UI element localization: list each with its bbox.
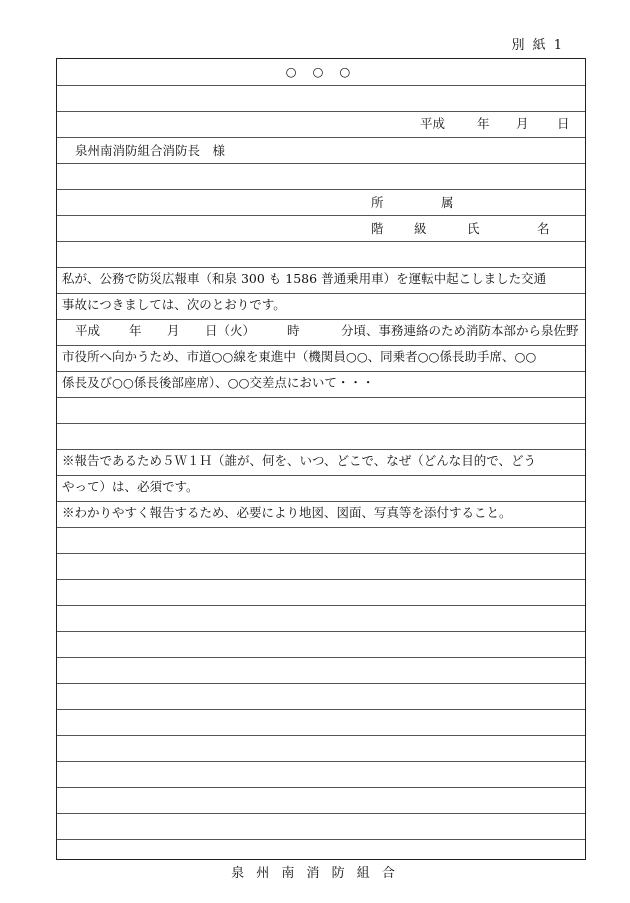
date-month: 月: [516, 116, 529, 131]
body-line-4: 市役所へ向かうため、市道○○線を東進中（機関員○○、同乗者○○係長助手席、○○: [62, 349, 537, 364]
ruled-line: [57, 683, 585, 684]
ruled-line: [57, 657, 585, 658]
rank-label-a: 階: [371, 221, 384, 236]
affiliation-label-b: 属: [441, 195, 454, 210]
ruled-line: [57, 813, 585, 814]
ruled-line: [57, 371, 585, 372]
body-line-3-hour: 時: [287, 323, 300, 338]
note-5w1h-line-1: ※報告であるため５Ｗ１Ｈ（誰が、何を、いつ、どこで、なぜ（どんな目的で、どう: [62, 453, 537, 468]
ruled-line: [57, 137, 585, 138]
body-line-3-year: 年: [129, 323, 142, 338]
date-day: 日: [557, 116, 570, 131]
ruled-line: [57, 839, 585, 840]
name-label-a: 氏: [467, 221, 480, 236]
ruled-line: [57, 761, 585, 762]
ruled-line: [57, 423, 585, 424]
note-5w1h-line-2: やって）は、必須です。: [62, 479, 199, 494]
ruled-line: [57, 267, 585, 268]
ruled-line: [57, 241, 585, 242]
ruled-line: [57, 553, 585, 554]
date-era: 平成: [420, 116, 446, 131]
organization-footer: 泉 州 南 消 防 組 合: [231, 866, 399, 881]
report-form: [56, 58, 586, 860]
ruled-line: [57, 735, 585, 736]
ruled-line: [57, 189, 585, 190]
annex-label: 別 紙 1: [511, 38, 564, 53]
body-line-3-month: 月: [167, 323, 180, 338]
body-line-2: 事故につきましては、次のとおりです。: [62, 297, 286, 312]
body-line-5: 係長及び○○係長後部座席）、○○交差点において・・・: [62, 375, 375, 390]
name-label-b: 名: [537, 221, 550, 236]
ruled-line: [57, 605, 585, 606]
ruled-line: [57, 501, 585, 502]
addressee: 泉州南消防組合消防長 様: [75, 143, 226, 158]
body-line-1: 私が、公務で防災広報車（和泉 300 も 1586 普通乗用車）を運転中起こしました交通: [62, 271, 547, 286]
ruled-line: [57, 85, 585, 86]
ruled-line: [57, 345, 585, 346]
body-line-3-era: 平成: [75, 323, 101, 338]
ruled-line: [57, 787, 585, 788]
ruled-line: [57, 709, 585, 710]
rank-label-b: 級: [414, 221, 427, 236]
ruled-line: [57, 215, 585, 216]
ruled-line: [57, 579, 585, 580]
form-title: ○ ○ ○: [285, 64, 357, 79]
ruled-line: [57, 319, 585, 320]
affiliation-label-a: 所: [371, 195, 384, 210]
ruled-line: [57, 527, 585, 528]
ruled-line: [57, 111, 585, 112]
ruled-line: [57, 163, 585, 164]
ruled-line: [57, 475, 585, 476]
date-year: 年: [477, 116, 490, 131]
ruled-line: [57, 397, 585, 398]
body-line-3-rest: 分頃、事務連絡のため消防本部から泉佐野: [341, 323, 579, 338]
note-attachments: ※わかりやすく報告するため、必要により地図、図面、写真等を添付すること。: [62, 505, 512, 520]
ruled-line: [57, 293, 585, 294]
ruled-line: [57, 449, 585, 450]
ruled-line: [57, 631, 585, 632]
body-line-3-day: 日（火）: [205, 323, 256, 338]
